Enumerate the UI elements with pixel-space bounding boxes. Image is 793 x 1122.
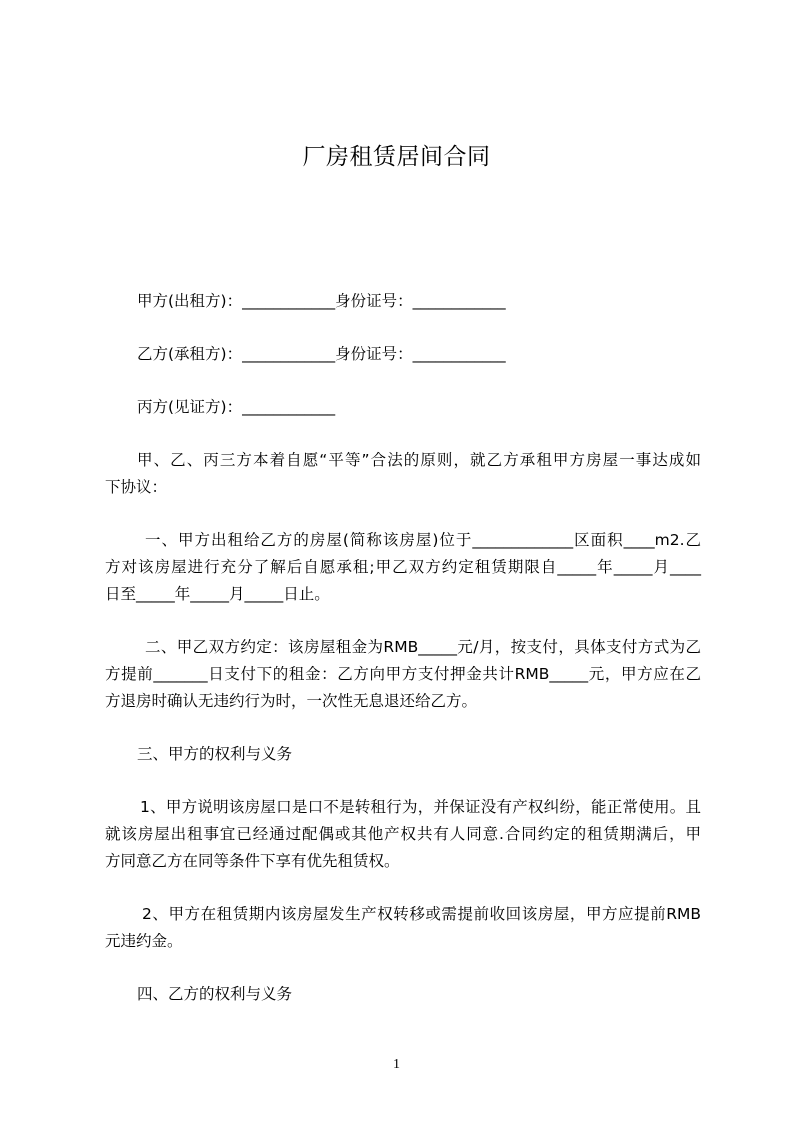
section-3-item-1-paragraph: [105, 794, 701, 875]
section-4-heading-text: 四、乙方的权利与义务: [137, 985, 293, 1003]
document-body: [105, 288, 701, 1034]
section-3-item-1-line-1: 1、甲方说明该房屋口是口不是转租行为，并保证没有产权纠纷，能正常使用。且: [140, 798, 701, 816]
clause-2-line-2: 方提前_______日支付下的租金：乙方向甲方支付押金共计RMB_____元，甲方应在乙: [105, 665, 701, 683]
preamble-paragraph: [105, 447, 701, 501]
page-number: 1: [393, 1057, 400, 1072]
section-3-item-2-line-1: 2、甲方在租赁期内该房屋发生产权转移或需提前收回该房屋，甲方应提前RMB: [142, 905, 701, 923]
party-c-line: 丙方(见证方)：____________: [137, 398, 336, 416]
section-3-item-1-line-2: 就该房屋出租事宜已经通过配偶或其他产权共有人同意.合同约定的租赁期满后，甲: [105, 825, 701, 843]
preamble-line-1: 甲、乙、丙三方本着自愿“平等”合法的原则，就乙方承租甲方房屋一事达成如: [137, 451, 701, 469]
clause-1-line-2: 方对该房屋进行充分了解后自愿承租;甲乙双方约定租赁期限自_____年_____月____: [105, 558, 701, 576]
party-a-paragraph: [105, 288, 701, 315]
section-3-item-2-paragraph: [105, 901, 701, 955]
party-b-line: 乙方(承租方)：____________身份证号：____________: [137, 345, 506, 363]
clause-2-line-1: 二、甲乙双方约定：该房屋租金为RMB_____元/月，按支付，具体支付方式为乙: [145, 638, 701, 656]
section-3-item-2-line-2: 元违约金。: [105, 932, 183, 950]
party-b-paragraph: [105, 341, 701, 368]
section-3-heading-text: 三、甲方的权利与义务: [137, 745, 293, 763]
clause-1-line-1: 一、甲方出租给乙方的房屋(简称该房屋)位于_____________区面积____m2.乙: [145, 531, 701, 549]
section-3-item-1-line-3: 方同意乙方在同等条件下享有优先租赁权。: [105, 852, 400, 870]
party-c-paragraph: [105, 394, 701, 421]
clause-1-paragraph: [105, 527, 701, 608]
clause-2-line-3: 方退房时确认无违约行为时，一次性无息退还给乙方。: [105, 692, 478, 710]
section-4-heading: [105, 981, 701, 1008]
clause-2-paragraph: [105, 634, 701, 715]
document-title: 厂房租赁居间合同: [302, 144, 491, 170]
clause-1-line-3: 日至_____年_____月_____日止。: [105, 585, 330, 603]
party-a-line: 甲方(出租方)：____________身份证号：____________: [137, 292, 506, 310]
section-3-heading: [105, 741, 701, 768]
preamble-line-2: 下协议：: [105, 478, 168, 496]
